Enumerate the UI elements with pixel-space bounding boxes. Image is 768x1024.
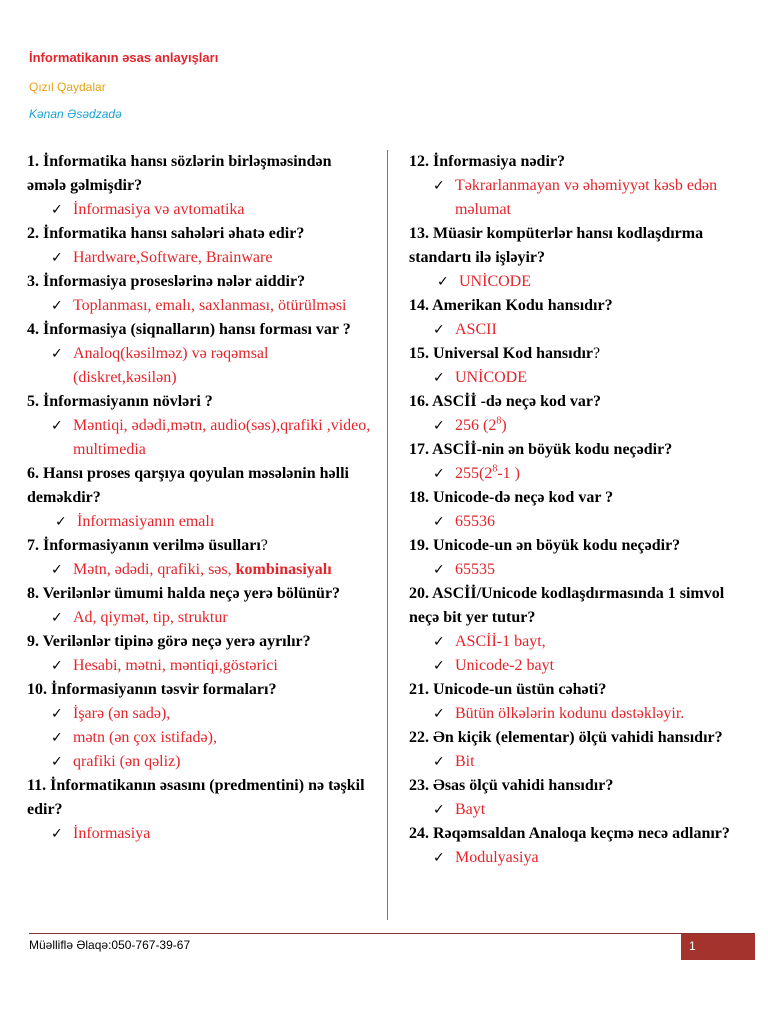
question-20: 20. ASCİİ/Unicode kodlaşdırmasında 1 simvol neçə bit yer tutur? bbox=[409, 585, 725, 626]
question-23: 23. Əsas ölçü vahidi hansıdır? bbox=[409, 777, 614, 794]
answer-1: ✓ İnformasiya və avtomatika bbox=[27, 198, 372, 222]
question-21: 21. Unicode-un üstün cəhəti? bbox=[409, 681, 607, 698]
answer-6: ✓ İnformasiyanın emalı bbox=[27, 510, 372, 534]
question-11: 11. İnformatikanın əsasını (predmentini) nə təşkil edir? bbox=[27, 777, 365, 818]
answer-16: ✓ 256 $(2^8)$ bbox=[409, 414, 754, 438]
check-icon: ✓ bbox=[433, 658, 445, 674]
answer-19: ✓ 65535 bbox=[409, 558, 754, 582]
check-icon: ✓ bbox=[433, 634, 445, 650]
answer-13: ✓ UNİCODE bbox=[409, 270, 754, 294]
question-24: 24. Rəqəmsaldan Analoqa keçmə necə adlanır? bbox=[409, 825, 730, 842]
answer-17: ✓ $255(2^8-1$ ) bbox=[409, 462, 754, 486]
answer-7: ✓ Mətn, ədədi, qrafiki, səs, kombinasiyalı bbox=[27, 558, 372, 582]
question-13: 13. Müasir kompüterlər hansı kodlaşdırma standartı ilə işləyir? bbox=[409, 225, 704, 266]
page-number: 1 bbox=[689, 939, 696, 953]
question-7: 7. İnformasiyanın verilmə üsulları? bbox=[27, 537, 268, 554]
document-author: Kənan Əsədzadə bbox=[29, 107, 122, 121]
document-subtitle: Qızıl Qaydalar bbox=[29, 80, 106, 94]
answer-20-2: ✓ Unicode-2 bayt bbox=[409, 654, 754, 678]
answer-15: ✓ UNİCODE bbox=[409, 366, 754, 390]
check-icon: ✓ bbox=[51, 730, 63, 746]
check-icon: ✓ bbox=[433, 802, 445, 818]
answer-21: ✓ Bütün ölkələrin kodunu dəstəkləyir. bbox=[409, 702, 754, 726]
answer-8: ✓ Ad, qiymət, tip, struktur bbox=[27, 606, 372, 630]
answer-10-1: ✓ İşarə (ən sadə), bbox=[27, 702, 372, 726]
document-title: İnformatikanın əsas anlayışları bbox=[29, 50, 219, 65]
check-icon: ✓ bbox=[51, 706, 63, 722]
check-icon: ✓ bbox=[433, 370, 445, 386]
question-12: 12. İnformasiya nədir? bbox=[409, 153, 565, 170]
check-icon: ✓ bbox=[433, 514, 445, 530]
column-divider bbox=[387, 150, 388, 920]
answer-10-3: ✓ qrafiki (ən qəliz) bbox=[27, 750, 372, 774]
check-icon: ✓ bbox=[433, 178, 445, 194]
answer-20-1: ✓ ASCİİ-1 bayt, bbox=[409, 630, 754, 654]
question-9: 9. Verilənlər tipinə görə neçə yerə ayrılır? bbox=[27, 633, 311, 650]
answer-2: ✓ Hardware,Software, Brainware bbox=[27, 246, 372, 270]
check-icon: ✓ bbox=[51, 250, 63, 266]
question-6: 6. Hansı proses qarşıya qoyulan məsələnin həlli deməkdir? bbox=[27, 465, 349, 506]
footer-rule bbox=[29, 933, 755, 934]
check-icon: ✓ bbox=[433, 706, 445, 722]
check-icon: ✓ bbox=[433, 322, 445, 338]
check-icon: ✓ bbox=[51, 610, 63, 626]
question-18: 18. Unicode-də neçə kod var ? bbox=[409, 489, 614, 506]
question-5: 5. İnformasiyanın növləri ? bbox=[27, 393, 213, 410]
answer-18: ✓ 65536 bbox=[409, 510, 754, 534]
left-column bbox=[27, 150, 372, 846]
answer-22: ✓ Bit bbox=[409, 750, 754, 774]
question-3: 3. İnformasiya proseslərinə nələr aiddir? bbox=[27, 273, 306, 290]
answer-23: ✓ Bayt bbox=[409, 798, 754, 822]
answer-14: ✓ ASCII bbox=[409, 318, 754, 342]
question-1: 1. İnformatika hansı sözlərin birləşməsindən əmələ gəlmişdir? bbox=[27, 153, 332, 194]
answer-3: ✓ Toplanması, emalı, saxlanması, ötürülməsi bbox=[27, 294, 372, 318]
check-icon: ✓ bbox=[51, 658, 63, 674]
check-icon: ✓ bbox=[433, 418, 445, 434]
question-22: 22. Ən kiçik (elementar) ölçü vahidi hansıdır? bbox=[409, 729, 723, 746]
page-number-box bbox=[681, 934, 755, 960]
question-10: 10. İnformasiyanın təsvir formaları? bbox=[27, 681, 277, 698]
check-icon: ✓ bbox=[433, 754, 445, 770]
check-icon: ✓ bbox=[55, 514, 67, 530]
question-15: 15. Universal Kod hansıdır? bbox=[409, 345, 601, 362]
check-icon: ✓ bbox=[51, 754, 63, 770]
answer-11: ✓ İnformasiya bbox=[27, 822, 372, 846]
answer-10-2: ✓ mətn (ən çox istifadə), bbox=[27, 726, 372, 750]
check-icon: ✓ bbox=[433, 562, 445, 578]
answer-9: ✓ Hesabi, mətni, məntiqi,göstərici bbox=[27, 654, 372, 678]
check-icon: ✓ bbox=[51, 346, 63, 362]
check-icon: ✓ bbox=[51, 562, 63, 578]
question-17: 17. ASCİİ-nin ən böyük kodu neçədir? bbox=[409, 441, 673, 458]
answer-24: ✓ Modulyasiya bbox=[409, 846, 754, 870]
footer-contact: Müəlliflə Əlaqə:050-767-39-67 bbox=[29, 938, 191, 952]
question-8: 8. Verilənlər ümumi halda neçə yerə bölünür? bbox=[27, 585, 341, 602]
check-icon: ✓ bbox=[51, 826, 63, 842]
question-4: 4. İnformasiya (siqnalların) hansı forması var ? bbox=[27, 321, 351, 338]
check-icon: ✓ bbox=[437, 274, 449, 290]
answer-4: ✓ Analoq(kəsilməz) və rəqəmsal (diskret,kəsilən) bbox=[27, 342, 372, 390]
check-icon: ✓ bbox=[433, 850, 445, 866]
check-icon: ✓ bbox=[51, 202, 63, 218]
answer-12: ✓ Təkrarlanmayan və əhəmiyyət kəsb edən məlumat bbox=[409, 174, 754, 222]
right-column bbox=[409, 150, 754, 870]
question-19: 19. Unicode-un ən böyük kodu neçədir? bbox=[409, 537, 681, 554]
check-icon: ✓ bbox=[51, 418, 63, 434]
question-14: 14. Amerikan Kodu hansıdır? bbox=[409, 297, 613, 314]
check-icon: ✓ bbox=[51, 298, 63, 314]
question-2: 2. İnformatika hansı sahələri əhatə edir? bbox=[27, 225, 305, 242]
question-16: 16. ASCİİ -də neçə kod var? bbox=[409, 393, 602, 410]
check-icon: ✓ bbox=[433, 466, 445, 482]
answer-5: ✓ Məntiqi, ədədi,mətn, audio(səs),qrafiki ,video, multimedia bbox=[27, 414, 372, 462]
